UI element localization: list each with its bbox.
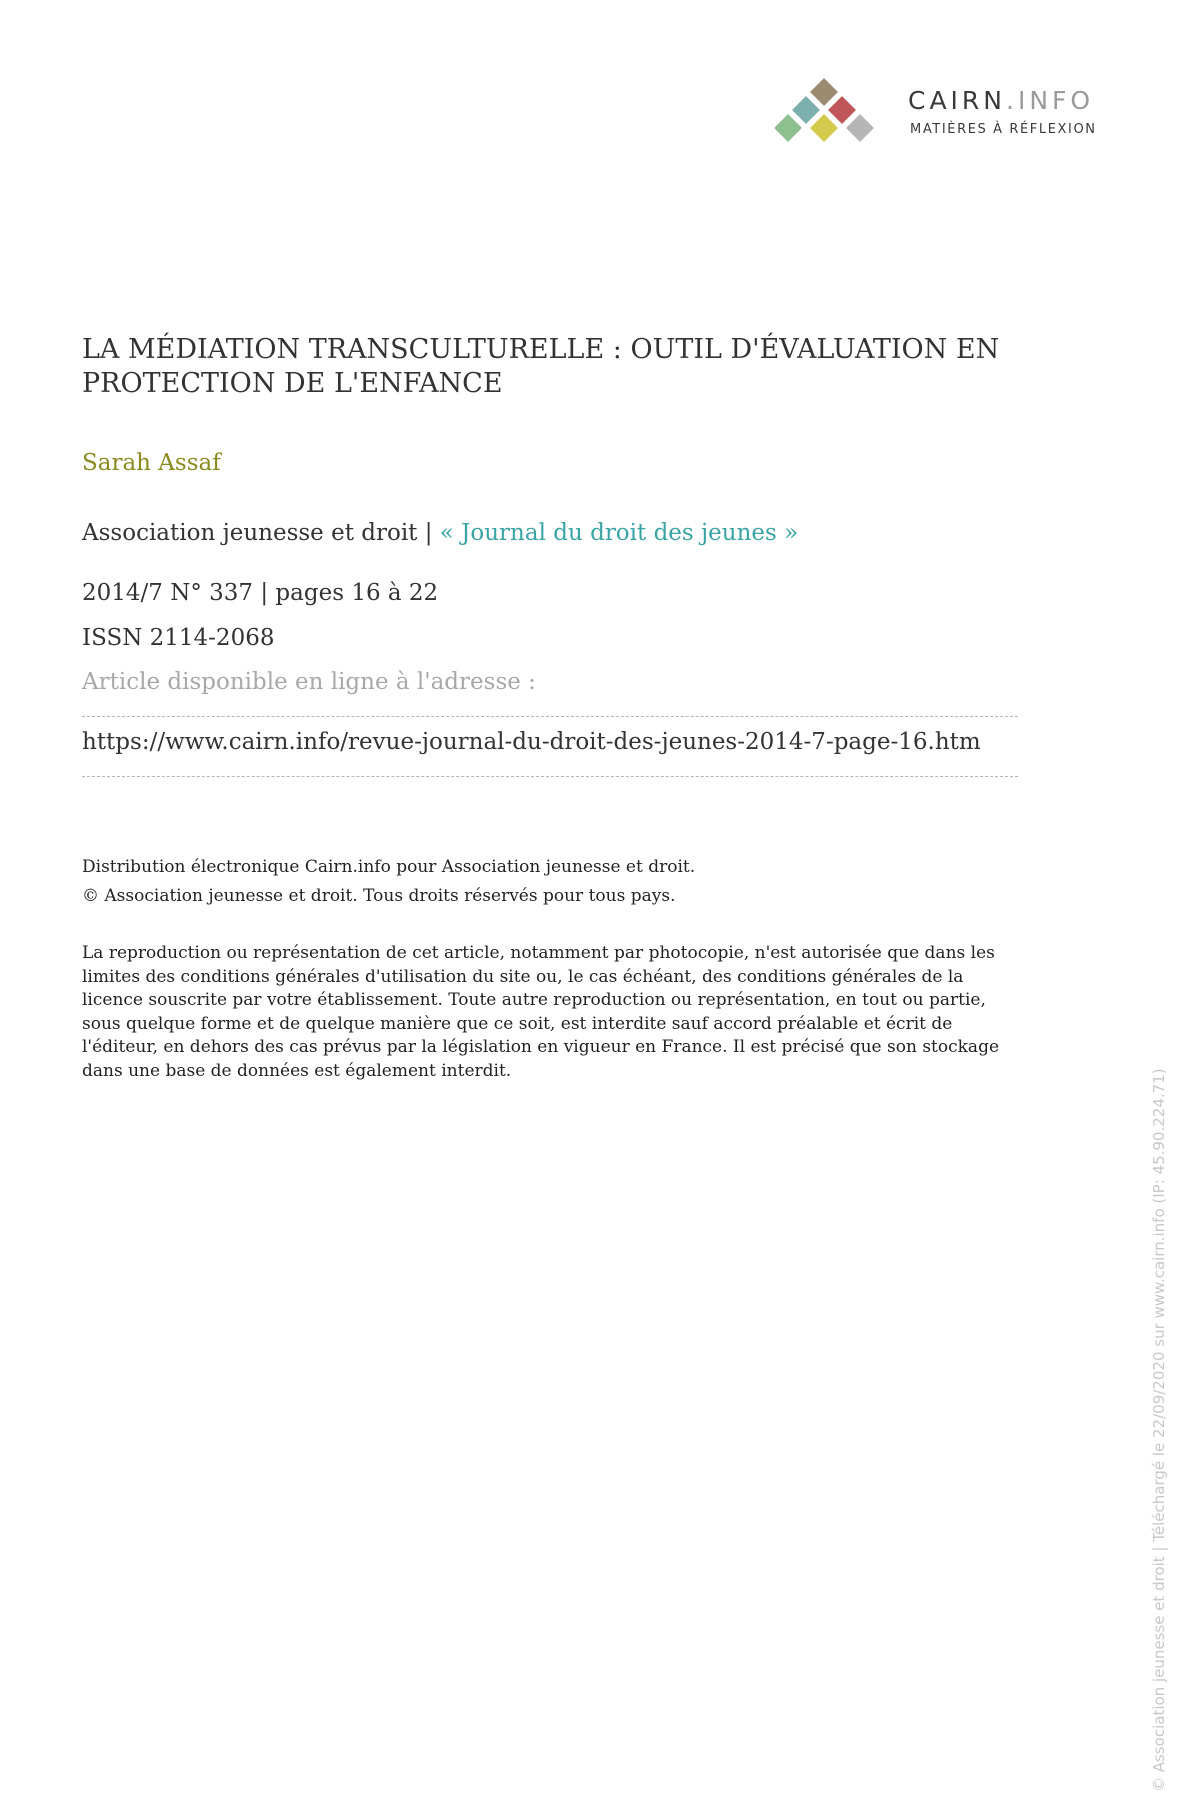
- publisher-name: Association jeunesse et droit |: [82, 520, 440, 546]
- article-author[interactable]: Sarah Assaf: [82, 450, 221, 476]
- logo-brand-suffix: .INFO: [1006, 86, 1095, 115]
- legal-line: limites des conditions générales d'utilisation du site ou, le cas échéant, des conditions générales de la: [82, 966, 964, 987]
- legal-line: l'éditeur, en dehors des cas prévus par la législation en vigueur en France. Il est précisé que son stockage: [82, 1037, 1000, 1057]
- url-bottom-divider: [82, 776, 1018, 777]
- article-url[interactable]: https://www.cairn.info/revue-journal-du-droit-des-jeunes-2014-7-page-16.htm: [82, 729, 981, 755]
- download-stamp: © Association jeunesse et droit | Téléchargé le 22/09/2020 sur www.cairn.info (IP: 45.90.224.71): [1150, 1068, 1168, 1792]
- article-title-line-2: PROTECTION DE L'ENFANCE: [82, 368, 503, 399]
- logo-brand-name: [908, 86, 1094, 115]
- issue-info: 2014/7 N° 337 | pages 16 à 22: [82, 580, 439, 606]
- legal-line: dans une base de données est également interdit.: [82, 1060, 512, 1081]
- issn: ISSN 2114-2068: [82, 625, 275, 651]
- cairn-diamond-logo-icon: [760, 74, 890, 160]
- legal-line: sous quelque forme et de quelque manière que ce soit, est interdite sauf accord préalable et écrit de: [82, 1013, 953, 1034]
- article-title: [82, 333, 1022, 401]
- available-online-label: Article disponible en ligne à l'adresse :: [82, 669, 536, 695]
- distribution-note: Distribution électronique Cairn.info pour Association jeunesse et droit.: [82, 857, 696, 877]
- copyright-note: © Association jeunesse et droit. Tous droits réservés pour tous pays.: [82, 886, 676, 906]
- publisher-line: [82, 520, 798, 546]
- journal-link[interactable]: « Journal du droit des jeunes »: [439, 520, 799, 546]
- url-top-divider: [82, 716, 1018, 717]
- logo-tagline: MATIÈRES À RÉFLEXION: [910, 122, 1097, 137]
- legal-line: La reproduction ou représentation de cet article, notamment par photocopie, n'est autorisée que dans les: [82, 943, 995, 963]
- legal-line: licence souscrite par votre établissement. Toute autre reproduction ou représentation, en tout ou partie,: [82, 990, 986, 1010]
- article-title-line-1: LA MÉDIATION TRANSCULTURELLE : OUTIL D'ÉVALUATION EN: [82, 334, 1000, 365]
- cairn-logo[interactable]: [760, 74, 1130, 160]
- logo-brand: CAIRN: [908, 86, 1007, 115]
- legal-notice: [82, 942, 1122, 1083]
